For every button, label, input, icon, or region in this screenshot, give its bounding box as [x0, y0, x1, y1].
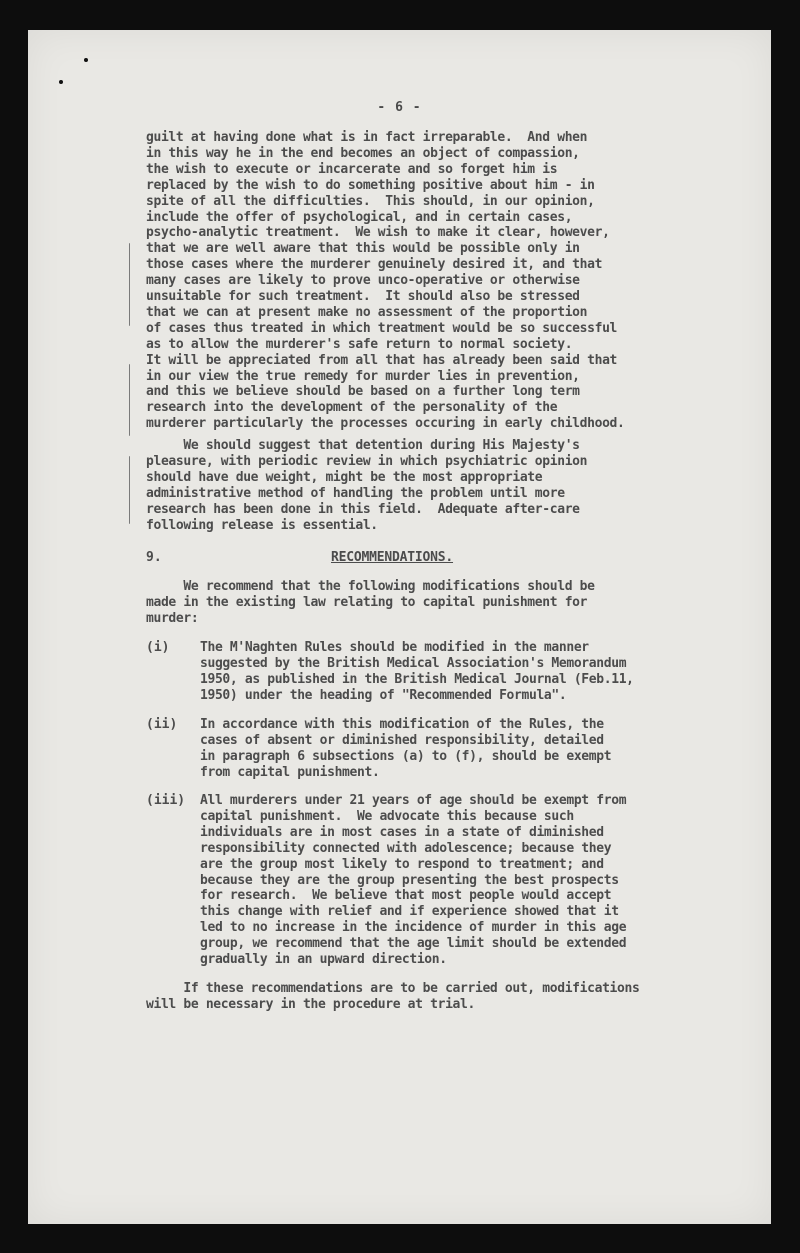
text-line: the wish to execute or incarcerate and so forget him is [146, 161, 558, 177]
text-line: spite of all the difficulties. This should, in our opinion, [146, 193, 595, 209]
text-line: In accordance with this modification of the Rules, the [200, 717, 604, 732]
text-line: of cases thus treated in which treatment would be so successful [146, 320, 618, 336]
text-line: capital punishment. We advocate this because such [200, 808, 574, 824]
text-line: for research. We believe that most people would accept [200, 888, 612, 904]
text-line: this change with relief and if experience showed that it [200, 904, 619, 920]
text-line: We should suggest that detention during His Majesty's [146, 438, 580, 453]
text-line: made in the existing law relating to capital punishment for [146, 594, 588, 610]
text-line: that we are well aware that this would be possible only in [146, 241, 580, 257]
text-line: murderer particularly the processes occuring in early childhood. [146, 416, 625, 432]
text-line: It will be appreciated from all that has already been said that [146, 352, 618, 368]
text-line: research into the development of the personality of the [146, 400, 558, 416]
text-line: replaced by the wish to do something positive about him - in [146, 177, 595, 193]
text-line: as to allow the murderer's safe return to normal society. [146, 336, 573, 352]
text-line: psycho-analytic treatment. We wish to make it clear, however, [146, 225, 610, 241]
text-line: in this way he in the end becomes an object of compassion, [146, 145, 580, 161]
text-line: include the offer of psychological, and in certain cases, [146, 209, 573, 225]
text-line: If these recommendations are to be carried out, modifications [146, 981, 640, 996]
text-line: guilt at having done what is in fact irreparable. And when [146, 130, 588, 145]
margin-mark [129, 364, 130, 436]
section-title: RECOMMENDATIONS. [331, 550, 454, 565]
margin-mark [129, 243, 130, 326]
text-line: in our view the true remedy for murder lies in prevention, [146, 368, 580, 384]
text-line: unsuitable for such treatment. It should also be stressed [146, 289, 580, 304]
text-line: will be necessary in the procedure at trial. [146, 996, 475, 1012]
page-number: - 6 - [377, 100, 422, 115]
text-line: led to no increase in the incidence of murder in this age [200, 920, 627, 936]
text-line: many cases are likely to prove unco-operative or otherwise [146, 273, 580, 289]
text-line: should have due weight, might be the most appropriate [146, 469, 543, 485]
text-line: from capital punishment. [200, 764, 380, 780]
text-line: 1950, as published in the British Medical Journal (Feb.11, [200, 671, 634, 687]
list-item-number: (i) [146, 640, 170, 655]
text-line: cases of absent or diminished responsibility, detailed [200, 732, 604, 748]
text-line: research has been done in this field. Adequate after-care [146, 501, 580, 517]
section-number: 9. [146, 550, 162, 565]
text-line: in paragraph 6 subsections (a) to (f), should be exempt [200, 748, 612, 764]
text-line: The M'Naghten Rules should be modified in the manner [200, 640, 589, 655]
document-page [28, 30, 771, 1224]
text-line: 1950) under the heading of "Recommended Formula". [200, 687, 567, 703]
text-line: individuals are in most cases in a state of diminished [200, 824, 604, 840]
text-line: gradually in an upward direction. [200, 952, 447, 967]
text-line: and this we believe should be based on a further long term [146, 384, 580, 400]
text-line: administrative method of handling the problem until more [146, 485, 565, 501]
margin-mark [129, 456, 130, 524]
text-line: murder: [146, 610, 199, 626]
ink-speck [59, 80, 63, 84]
ink-speck [84, 58, 88, 62]
text-line: suggested by the British Medical Association's Memorandum [200, 655, 627, 671]
text-line: those cases where the murderer genuinely desired it, and that [146, 257, 603, 273]
text-line: pleasure, with periodic review in which psychiatric opinion [146, 453, 588, 469]
text-line: following release is essential. [146, 517, 378, 533]
text-line: responsibility connected with adolescence; because they [200, 840, 612, 856]
text-line: group, we recommend that the age limit should be extended [200, 936, 627, 952]
text-line: because they are the group presenting the best prospects [200, 872, 619, 888]
list-item-number: (ii) [146, 717, 178, 732]
text-line: are the group most likely to respond to treatment; and [200, 856, 604, 872]
text-line: We recommend that the following modifications should be [146, 579, 595, 594]
text-line: that we can at present make no assessment of the proportion [146, 304, 588, 320]
text-line: All murderers under 21 years of age should be exempt from [200, 793, 627, 808]
list-item-number: (iii) [146, 793, 186, 808]
